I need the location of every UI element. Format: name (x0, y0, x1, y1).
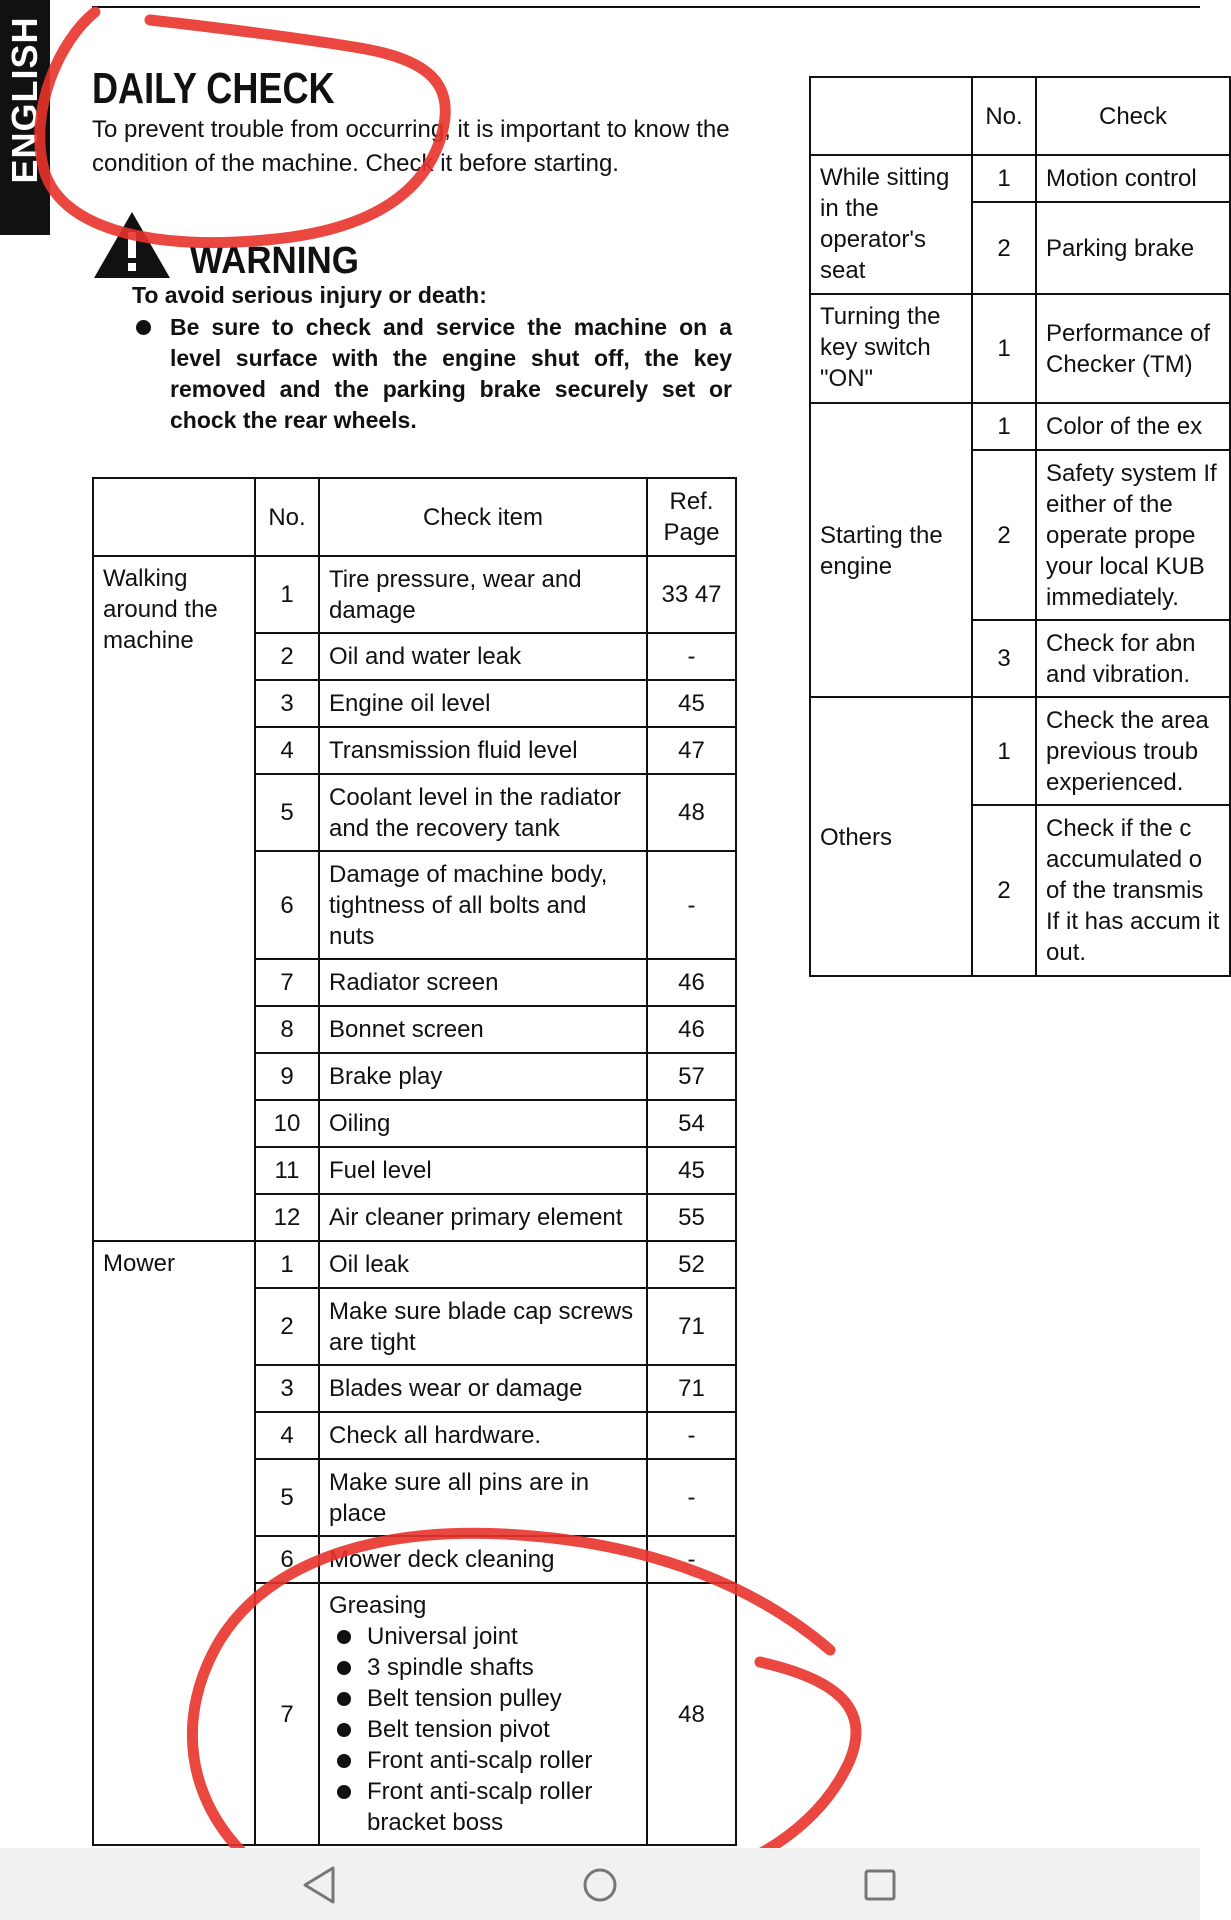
row-ref: 48 (647, 774, 736, 851)
row-no: 1 (972, 155, 1036, 202)
row-no: 5 (255, 1459, 319, 1536)
row-ref: 71 (647, 1365, 736, 1412)
warning-title: WARNING (190, 240, 359, 282)
language-tab-label: ENGLISH (4, 16, 45, 184)
row-ref: 55 (647, 1194, 736, 1241)
row-item: Make sure all pins are in place (319, 1459, 647, 1536)
row-no: 3 (255, 680, 319, 727)
row-item: Engine oil level (319, 680, 647, 727)
intro-text: To prevent trouble from occurring, it is important to know the condition of the machine. Check it before starting. (92, 116, 730, 177)
table-row (93, 556, 736, 633)
category-key: Turning the key switch "ON" (810, 294, 972, 403)
header-check-item: Check item (319, 478, 647, 556)
recents-icon[interactable] (855, 1860, 905, 1910)
row-no: 2 (972, 202, 1036, 294)
row-item: Blades wear or damage (319, 1365, 647, 1412)
row-no: 7 (255, 959, 319, 1006)
category-others: Others (810, 697, 972, 976)
row-no: 8 (255, 1006, 319, 1053)
row-no: 9 (255, 1053, 319, 1100)
system-nav-bar (0, 1848, 1200, 1920)
table-row (93, 1241, 736, 1288)
row-item: Make sure blade cap screws are tight (319, 1288, 647, 1365)
category-walking: Walking around the machine (93, 556, 255, 1241)
row-ref: 54 (647, 1100, 736, 1147)
table-row (810, 697, 1230, 805)
startup-check-table (809, 76, 1231, 977)
row-item: Oil leak (319, 1241, 647, 1288)
row-item: Radiator screen (319, 959, 647, 1006)
row-no: 1 (972, 294, 1036, 403)
row-item: Oiling (319, 1100, 647, 1147)
row-item: Brake play (319, 1053, 647, 1100)
list-item: Belt tension pulley (329, 1683, 637, 1714)
row-no: 3 (972, 620, 1036, 697)
table-row (810, 294, 1230, 403)
header-category (810, 77, 972, 155)
list-item: Front anti-scalp roller bracket boss (329, 1776, 637, 1838)
row-item: Mower deck cleaning (319, 1536, 647, 1583)
warning-bullet-text: Be sure to check and service the machine on a level surface with the engine shut off, the key removed and the parking brake securely set or chock the rear wheels. (170, 314, 732, 433)
row-ref: - (647, 851, 736, 959)
row-item: Performance of Checker (TM) (1036, 294, 1230, 403)
row-no: 1 (972, 697, 1036, 805)
row-ref: 47 (647, 727, 736, 774)
row-item: Bonnet screen (319, 1006, 647, 1053)
row-ref: - (647, 1459, 736, 1536)
list-item: Belt tension pivot (329, 1714, 637, 1745)
row-no: 1 (255, 1241, 319, 1288)
category-sitting: While sitting in the operator's seat (810, 155, 972, 294)
top-rule (92, 6, 1200, 8)
row-item: Color of the ex (1036, 403, 1230, 450)
row-item: Check if the c accumulated o of the transmis If it has accum it out. (1036, 805, 1230, 976)
row-ref: - (647, 633, 736, 680)
row-item: Check for abn and vibration. (1036, 620, 1230, 697)
row-no: 6 (255, 1536, 319, 1583)
row-item: Oil and water leak (319, 633, 647, 680)
row-item: Check all hardware. (319, 1412, 647, 1459)
row-ref: 46 (647, 959, 736, 1006)
row-item: Motion control (1036, 155, 1230, 202)
home-icon[interactable] (575, 1860, 625, 1910)
warning-bullet (132, 312, 732, 436)
list-item: Front anti-scalp roller (329, 1745, 637, 1776)
row-item: Tire pressure, wear and damage (319, 556, 647, 633)
row-ref: 52 (647, 1241, 736, 1288)
row-ref: 45 (647, 1147, 736, 1194)
row-item: Safety system If either of the operate prope your local KUB immediately. (1036, 450, 1230, 620)
row-no: 4 (255, 1412, 319, 1459)
row-no: 11 (255, 1147, 319, 1194)
row-ref: - (647, 1412, 736, 1459)
row-item: Air cleaner primary element (319, 1194, 647, 1241)
row-no: 5 (255, 774, 319, 851)
row-ref: 48 (647, 1583, 736, 1845)
row-no: 6 (255, 851, 319, 959)
row-item: Check the area previous troub experienced. (1036, 697, 1230, 805)
table-row (810, 155, 1230, 202)
warning-subtitle: To avoid serious injury or death: (132, 282, 487, 308)
row-item: Parking brake (1036, 202, 1230, 294)
row-no: 1 (972, 403, 1036, 450)
row-ref: 57 (647, 1053, 736, 1100)
row-item: Fuel level (319, 1147, 647, 1194)
row-item: Coolant level in the radiator and the recovery tank (319, 774, 647, 851)
row-no: 3 (255, 1365, 319, 1412)
category-mower: Mower (93, 1241, 255, 1845)
warning-icon (92, 210, 172, 280)
row-item: Damage of machine body, tightness of all bolts and nuts (319, 851, 647, 959)
greasing-title: Greasing (329, 1592, 427, 1619)
header-check: Check (1036, 77, 1230, 155)
back-icon[interactable] (295, 1860, 345, 1910)
row-no: 2 (972, 805, 1036, 976)
row-no: 12 (255, 1194, 319, 1241)
row-no: 7 (255, 1583, 319, 1845)
category-starting: Starting the engine (810, 403, 972, 697)
header-no: No. (972, 77, 1036, 155)
bullet-dot-icon (136, 320, 151, 335)
row-ref: 45 (647, 680, 736, 727)
row-ref: 71 (647, 1288, 736, 1365)
list-item: 3 spindle shafts (329, 1652, 637, 1683)
page-title: DAILY CHECK (92, 64, 335, 113)
header-ref-page: Ref. Page (647, 478, 736, 556)
row-no: 2 (972, 450, 1036, 620)
row-no: 4 (255, 727, 319, 774)
header-category (93, 478, 255, 556)
row-no: 1 (255, 556, 319, 633)
row-ref: 46 (647, 1006, 736, 1053)
row-no: 2 (255, 1288, 319, 1365)
row-item: Transmission fluid level (319, 727, 647, 774)
language-tab (0, 0, 50, 235)
row-ref: - (647, 1536, 736, 1583)
row-ref: 33 47 (647, 556, 736, 633)
row-no: 2 (255, 633, 319, 680)
row-no: 10 (255, 1100, 319, 1147)
greasing-cell (319, 1583, 647, 1845)
table-row (810, 403, 1230, 450)
greasing-list (329, 1621, 637, 1838)
list-item: Universal joint (329, 1621, 637, 1652)
daily-check-table (92, 477, 737, 1846)
header-no: No. (255, 478, 319, 556)
